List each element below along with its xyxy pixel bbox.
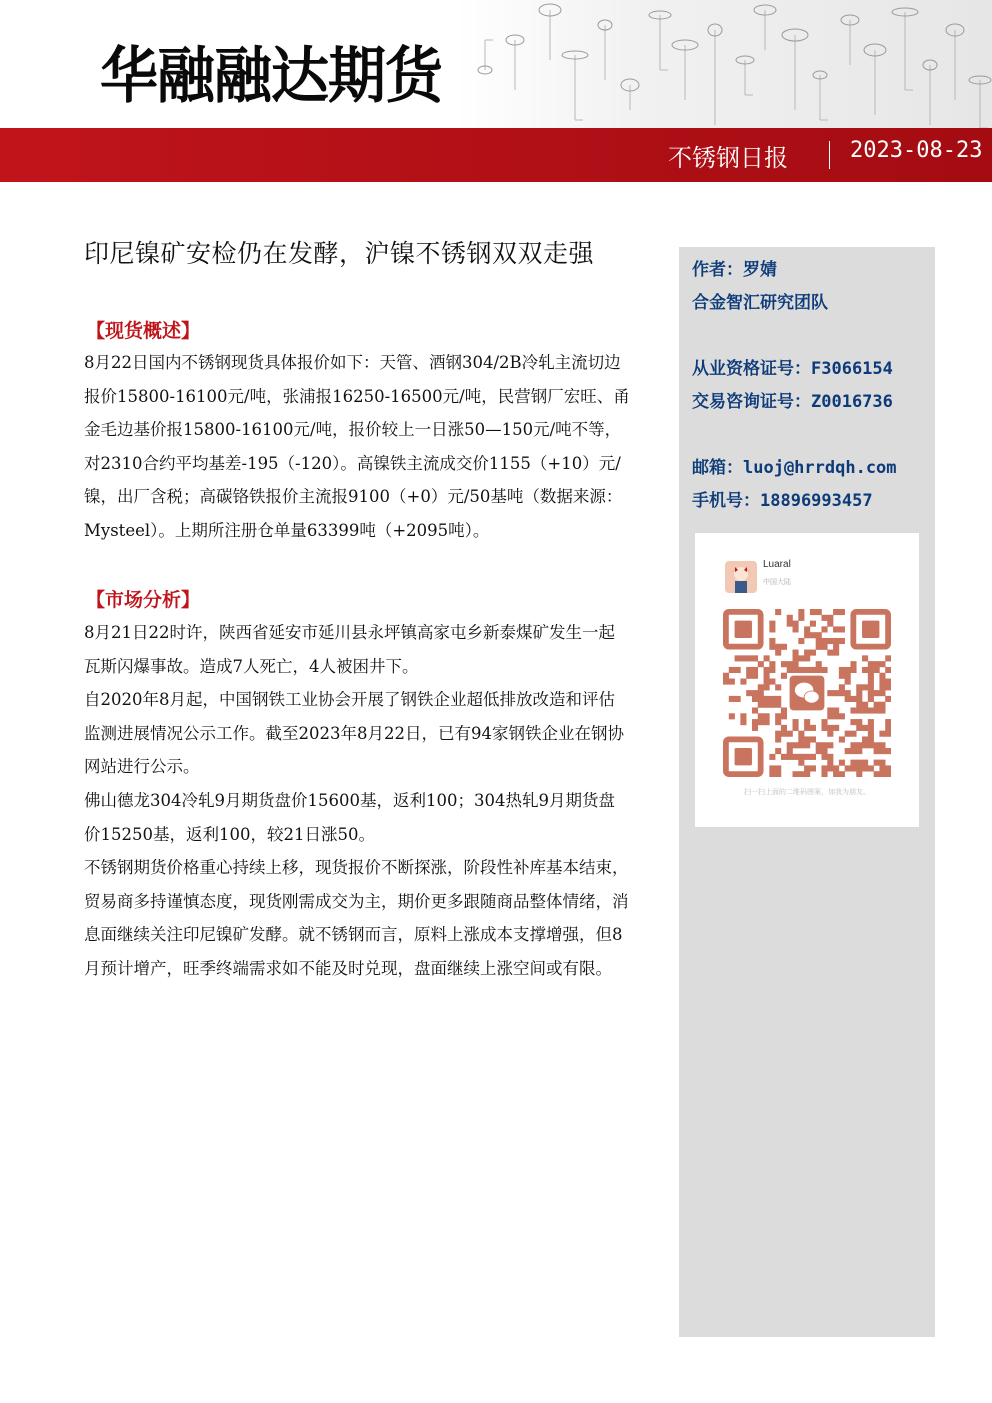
qr-caption: 扫一扫上面的二维码图案，加我为朋友。: [744, 788, 870, 796]
team-name: 合金智汇研究团队: [692, 293, 828, 313]
header-decoration: [455, 0, 992, 128]
consulting-cert: 交易咨询证号：Z0016736: [692, 392, 893, 412]
wechat-qr-card: [695, 533, 919, 827]
report-date: 2023-08-23: [850, 138, 983, 163]
paragraph: 自2020年8月起，中国钢铁工业协会开展了钢铁企业超低排放改造和评估监测进展情况公示工作。截至2023年8月22日，已有94家钢铁企业在钢协网站进行公示。: [84, 690, 624, 776]
article-title: 印尼镍矿安检仍在发酵，沪镍不锈钢双双走强: [84, 239, 595, 268]
author-name: 作者：罗婧: [692, 260, 777, 280]
brand-logo: 华融融达期货: [100, 39, 443, 111]
qr-name: Luaral: [763, 559, 791, 570]
header-red-bar: [0, 128, 992, 182]
paragraph: 佛山德龙304冷轧9月期货盘价15600基，返利100；304热轧9月期货盘价15250基，返利100，较21日涨50。: [84, 791, 615, 844]
report-type: 不锈钢日报: [668, 144, 788, 172]
header-lines-graphic: [455, 0, 992, 128]
paragraph: 8月21日22时许，陕西省延安市延川县永坪镇高家屯乡新泰煤矿发生一起瓦斯闪爆事故。造成7人死亡，4人被困井下。: [84, 623, 615, 676]
paragraph: 8月22日国内不锈钢现货具体报价如下：天管、酒钢304/2B冷轧主流切边报价15800-16100元/吨，张浦报16250-16500元/吨，民营钢厂宏旺、甬金毛边基价报15800-16100元/吨，报价较上一日涨50—150元/吨不等，对2310合约平均基差-195（-120）。高镍铁主流成交价1155（+10）元/镍，出厂含税；高碳铬铁报价主流报9100（+0）元/50基吨（数据来源：Mysteel）。上期所注册仓单量63399吨（+2095吨）。: [84, 353, 630, 540]
avatar: [725, 561, 757, 593]
phone-number: 手机号：18896993457: [692, 491, 873, 511]
qr-region: 中国大陆: [763, 578, 791, 586]
qualification-cert: 从业资格证号：F3066154: [692, 359, 893, 379]
section-heading-market: 【市场分析】: [86, 589, 201, 611]
paragraph: 不锈钢期货价格重心持续上移，现货报价不断探涨，阶段性补库基本结束，贸易商多持谨慎态度，现货刚需成交为主，期价更多跟随商品整体情绪，消息面继续关注印尼镍矿发酵。就不锈钢而言，原料上涨成本支撑增强，但8月预计增产，旺季终端需求如不能及时兑现，盘面继续上涨空间或有限。: [84, 858, 629, 978]
email-address[interactable]: 邮箱：luoj@hrrdqh.com: [692, 458, 897, 478]
header-divider: [829, 141, 830, 169]
section-heading-spot: 【现货概述】: [86, 320, 201, 342]
qr-code[interactable]: [723, 609, 891, 777]
